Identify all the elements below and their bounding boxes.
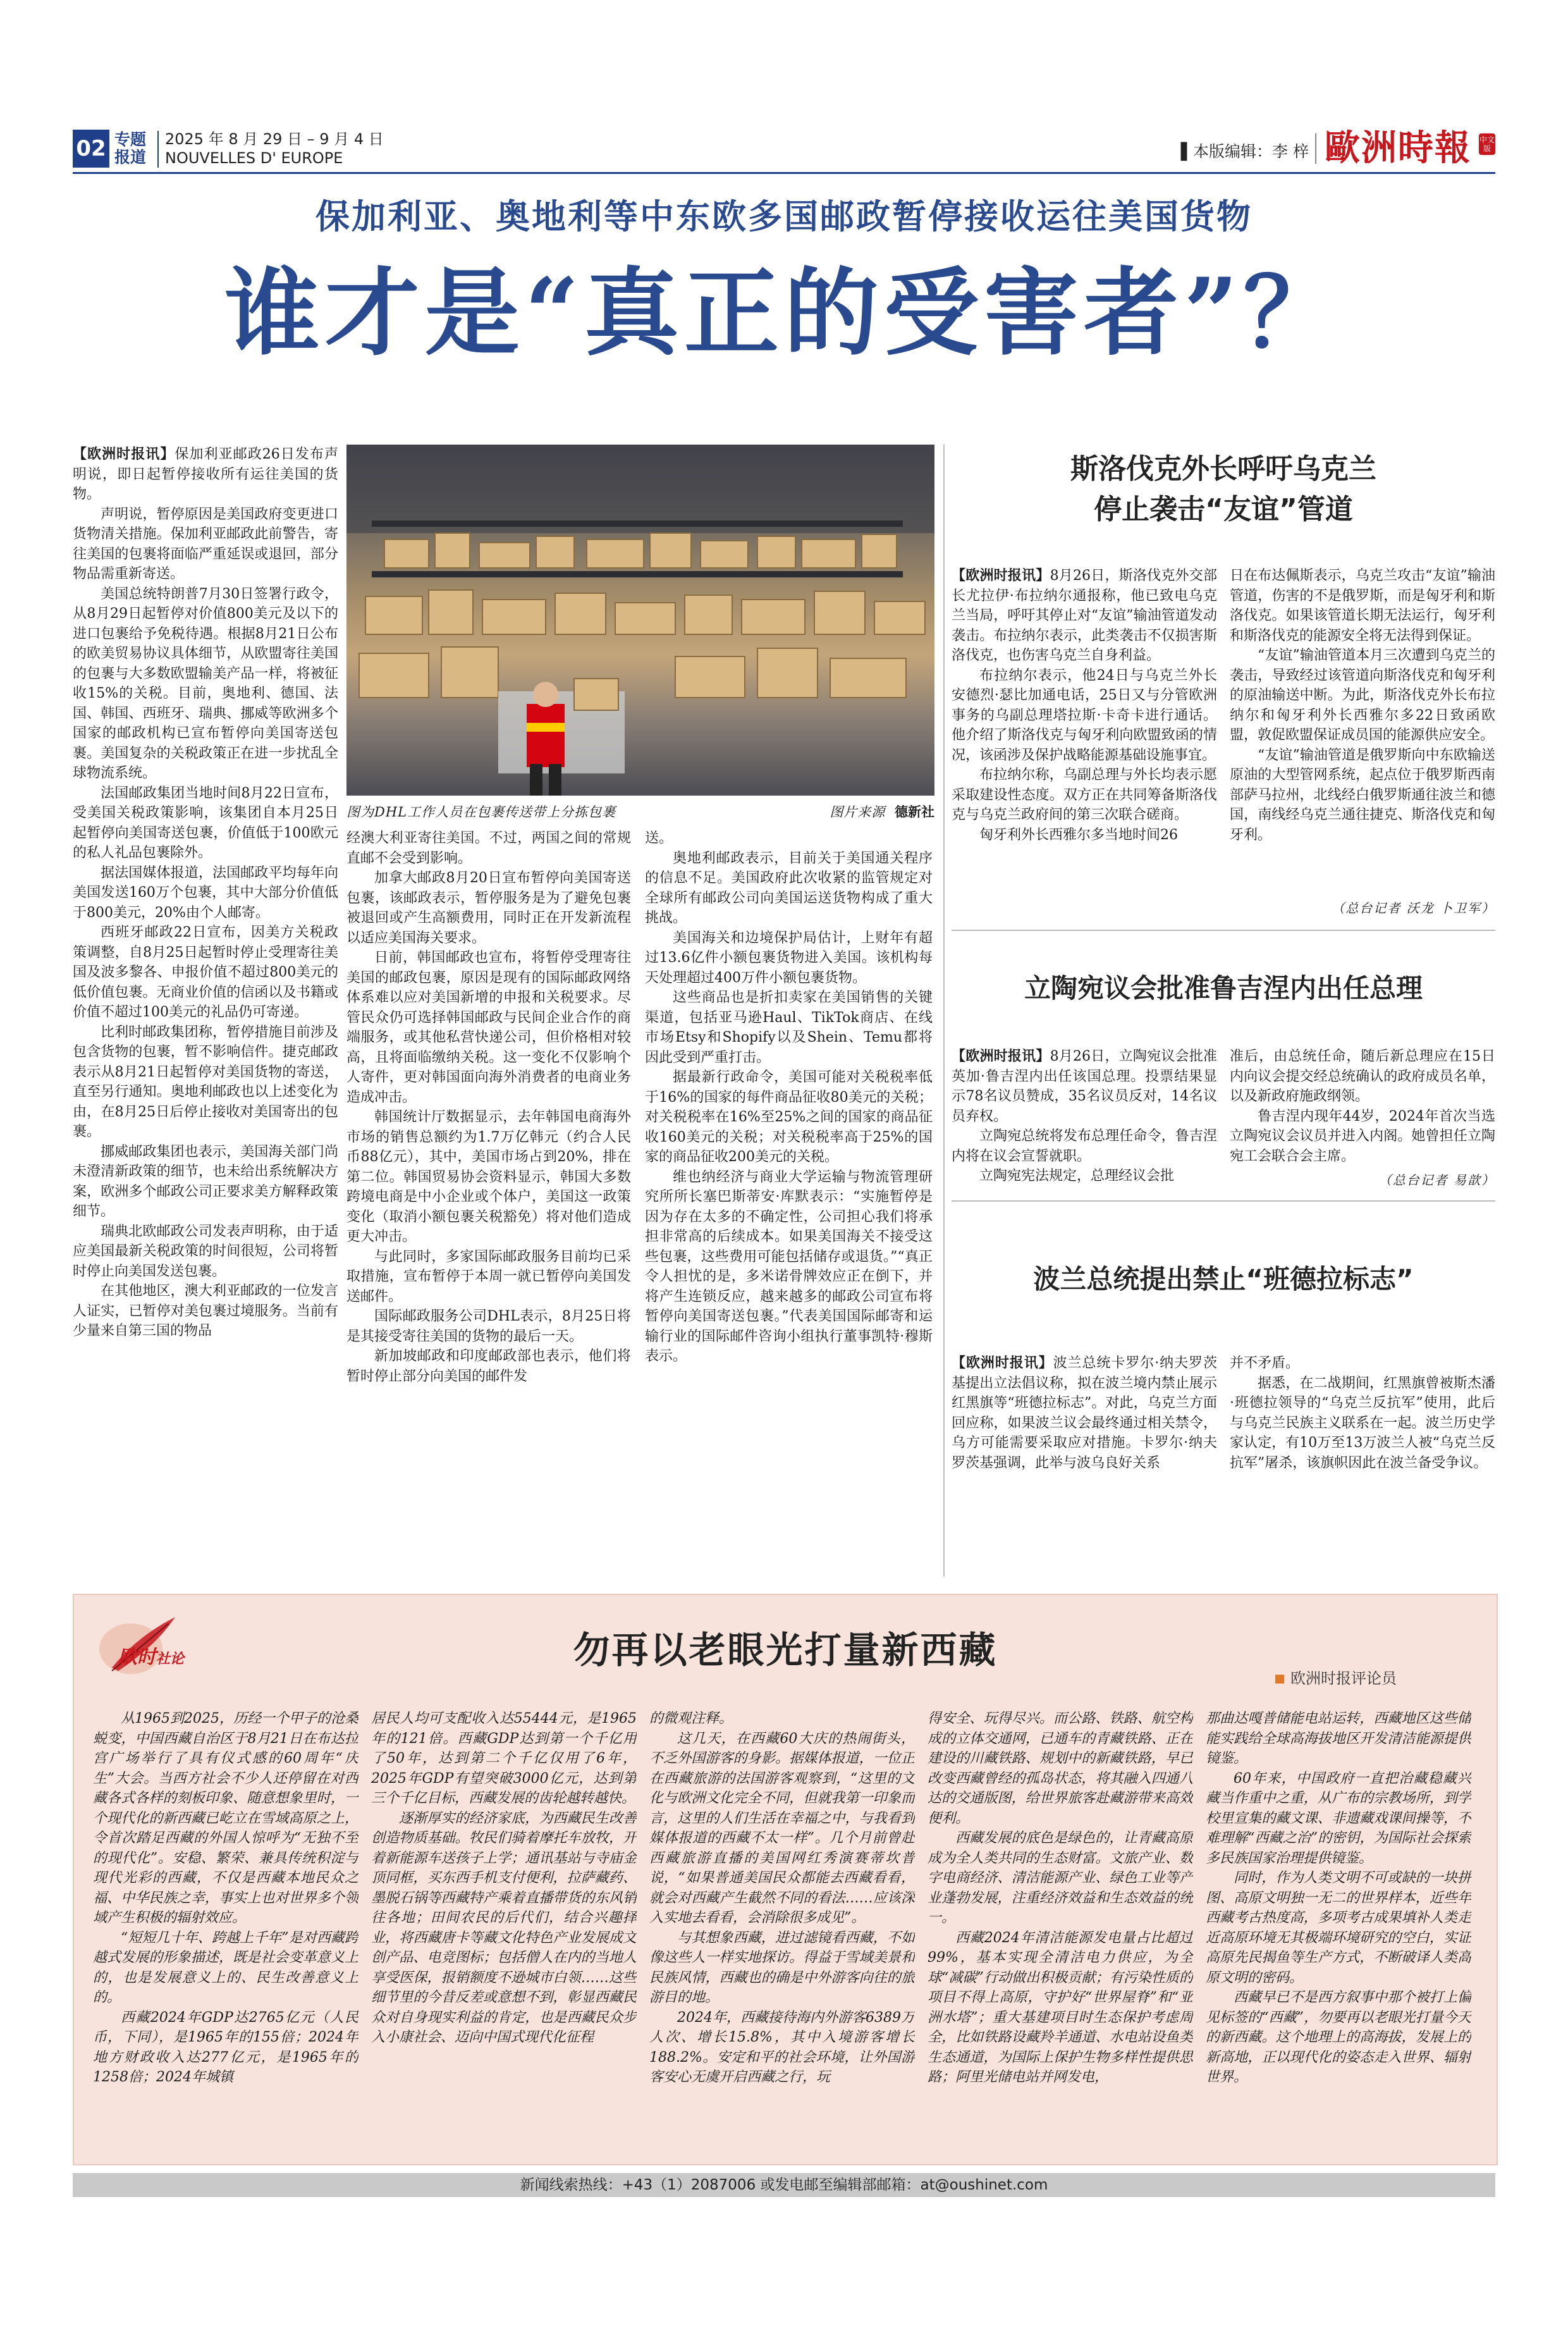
editorial-paragraph: 西藏2024年GDP达2765亿元（人民币，下同），是1965年的155倍；2024年地方财政收入达277亿元，是1965年的1258倍；2024年城镇 <box>93 2009 358 2085</box>
lead-paragraph: 法国邮政集团当地时间8月22日宣布，受美国关税政策影响，该集团自本月25日起暂停向美国寄送包裹，价值低于100欧元的私人礼品包裹除外。 <box>73 785 338 861</box>
editorial-paragraph: 的微观注释。 <box>649 1711 733 1727</box>
editorial-paragraph: 与其想象西藏，进过滤镜看西藏，不如像这些人一样实地探访。得益于雪域美景和民族风情，西藏也的确是中外游客向往的旅游目的地。 <box>649 1930 915 2005</box>
lithuania-byline: （总台记者 易歆） <box>1378 1173 1495 1188</box>
lead-paragraph: 【欧洲时报讯】保加利亚邮政26日发布声明说，即日起暂停接收所有运往美国的货物。 <box>73 446 338 502</box>
lead-paragraph: 送。 <box>645 830 673 846</box>
editorial-col-5 <box>1206 1709 1471 2145</box>
editorial-col-2 <box>371 1709 637 2145</box>
lead-paragraph: 这些商品也是折扣卖家在美国销售的关键渠道，包括亚马逊Haul、TikTok商店、在线市场Etsy和Shopify以及Shein、Temu都将因此受到严重打击。 <box>645 990 933 1066</box>
lithuania-paragraph: 准后，由总统任命，随后新总理应在15日内向议会提交经总统确认的政府成员名单，以及新政府施政纲领。 <box>1230 1049 1495 1104</box>
dateline-tag: 【欧洲时报讯】 <box>952 1355 1053 1371</box>
header-rule <box>73 172 1495 174</box>
slovakia-paragraph: “友谊”输油管道本月三次遭到乌克兰的袭击，导致经过该管道向斯洛伐克和匈牙利的原油输送中断。为此，斯洛伐克外长布拉纳尔和匈牙利外长西雅尔多22日致函欧盟，敦促欧盟保证成员国的能源供应安全。 <box>1230 648 1495 743</box>
poland-paragraph: 【欧洲时报讯】波兰总统卡罗尔·纳夫罗茨基提出立法倡议称，拟在波兰境内禁止展示红黑旗等“班德拉标志”。对此，乌克兰方面回应称，如果波兰议会最终通过相关禁令，乌方可能需要采取应对措施。卡罗尔·纳夫罗茨基强调，此举与波乌良好关系 <box>952 1355 1217 1471</box>
photo-caption-row <box>346 802 934 822</box>
poland-paragraph: 据悉，在二战期间，红黑旗曾被斯杰潘·班德拉领导的“乌克兰反抗军”使用，此后与乌克兰民族主义联系在一起。波兰历史学家认定，有10万至13万波兰人被“乌克兰反抗军”屠杀，该旗帜因此在波兰备受争议。 <box>1230 1375 1495 1471</box>
lithuania-col-2 <box>1230 1047 1495 1167</box>
lithuania-headline: 立陶宛议会批准鲁吉涅内出任总理 <box>1024 973 1423 1004</box>
editorial-col-4 <box>928 1709 1193 2145</box>
lead-paragraph: 经澳大利亚寄往美国。不过，两国之间的常规直邮不会受到影响。 <box>346 830 631 866</box>
header-divider-right <box>1315 133 1316 164</box>
editor-credit: ▌本版编辑：李 梓 <box>1180 142 1309 161</box>
section-label-line2: 报道 <box>114 148 147 166</box>
slovakia-paragraph: 日在布达佩斯表示，乌克兰攻击“友谊”输油管道，伤害的不是俄罗斯，而是匈牙利和斯洛伐克。如果该管道长期无法运行，匈牙利和斯洛伐克的能源安全将无法得到保证。 <box>1230 568 1495 644</box>
editorial-paragraph: 这几天，在西藏60大庆的热闹街头，不乏外国游客的身影。据媒体报道，一位正在西藏旅游的法国游客观察到，“这里的文化与欧洲文化完全不同，但就我第一印象而言，这里的人们生活在幸福之中，与我看到媒体报道的西藏不太一样”。几个月前曾赴西藏旅游直播的美国网红秀演赛蒂坎普说，“如果普通美国民众都能去西藏看看，就会对西藏产生截然不同的看法……应该深入实地去看看，会消除很多成见”。 <box>649 1730 915 1926</box>
lead-paragraph: 比利时邮政集团称，暂停措施目前涉及包含货物的包裹，暂不影响信件。捷克邮政表示从8月21日起暂停对美国货物的寄送，直至另行通知。奥地利邮政也以上述变化为由，在8月25日后停止接收对美国寄出的包裹。 <box>73 1024 338 1140</box>
poland-col-1 <box>952 1353 1217 1572</box>
lead-paragraph: 美国海关和边境保护局估计，上财年有超过13.6亿件小额包裹货物进入美国。该机构每天处理超过400万件小额包裹货物。 <box>645 930 933 986</box>
editorial-paragraph: 逐渐厚实的经济家底，为西藏民生改善创造物质基础。牧民们骑着摩托车放牧，开着新能源车送孩子上学；通讯基站与寺庙金顶同框，买东西手机支付便利，拉萨藏药、墨脱石锅等西藏特产乘着直播带货的东风销往各地；田间农民的后代们，结合兴趣择业，将西藏唐卡等藏文化特色产业发展成文创产品、电竞图标；包括僧人在内的当地人享受医保，报销额度不逊城市白领……这些细节里的今昔反差或意想不到，彰显西藏民众对自身现实利益的肯定，也是西藏民众步入小康社会、迈向中国式现代化征程 <box>371 1810 637 2045</box>
header-date <box>165 130 384 168</box>
slovakia-paragraph: “友谊”输油管道是俄罗斯向中东欧输送原油的大型管网系统，起点位于俄罗斯西南部萨马拉州，北线经白俄罗斯通往波兰和德国，南线经乌克兰通往捷克、斯洛伐克和匈牙利。 <box>1230 747 1495 843</box>
lead-paragraph: 在其他地区，澳大利亚邮政的一位发言人证实，已暂停对美包裹过境服务。当前有少量来自第三国的物品 <box>73 1283 338 1339</box>
slovakia-paragraph: 匈牙利外长西雅尔多当地时间26 <box>979 827 1178 843</box>
lithuania-paragraph: 鲁吉涅内现年44岁，2024年首次当选立陶宛议会议员并进入内阁。她曾担任立陶宛工会联合会主席。 <box>1230 1108 1495 1164</box>
editorial-paragraph: 那曲达嘎普储能电站运转，西藏地区这些储能实践给全球高海拔地区开发清洁能源提供镜鉴。 <box>1206 1711 1471 1766</box>
column-divider <box>943 445 945 1577</box>
lead-paragraph: 瑞典北欧邮政公司发表声明称，由于适应美国最新关税政策的时间很短，公司将暂时停止向美国发送包裹。 <box>73 1223 338 1279</box>
header-divider <box>157 131 159 168</box>
lead-paragraph: 国际邮政服务公司DHL表示，8月25日将是其接受寄往美国的货物的最后一天。 <box>346 1309 631 1345</box>
editorial-paragraph: 西藏2024年清洁能源发电量占比超过99%，基本实现全清洁电力供应，为全球“减碳”行动做出积极贡献；有污染性质的项目不得上高原，守护好“世界屋脊”和“亚洲水塔”；重大基建项目时生态保护考虑周全，比如铁路设藏羚羊通道、水电站设鱼类生态通道，为国际上保护生物多样性提供思路；阿里光储电站并网发电， <box>928 1930 1193 2085</box>
poland-col-2 <box>1230 1353 1495 1572</box>
dateline-tag: 【欧洲时报讯】 <box>952 1048 1050 1064</box>
story-divider <box>952 1200 1495 1202</box>
editorial-paragraph: 西藏早已不是西方叙事中那个被打上偏见标签的“西藏”，勿要再以老眼光打量今天的新西藏。这个地理上的高海拔，发展上的新高地，正以现代化的姿态走入世界、辐射世界。 <box>1206 1990 1471 2085</box>
lithuania-paragraph: 立陶宛总统将发布总理任命令，鲁吉涅内将在议会宣誓就职。 <box>952 1128 1217 1164</box>
slovakia-headline-line2: 停止袭击“友谊”管道 <box>1094 493 1353 526</box>
lead-col-2 <box>346 828 631 1572</box>
photo-caption: 图为DHL工作人员在包裹传送带上分拣包裹 <box>346 804 616 820</box>
slovakia-headline-line1: 斯洛伐克外长呼吁乌克兰 <box>1070 453 1376 485</box>
logo-badge: 中文版 <box>1479 133 1495 155</box>
date-range: 2025 年 8 月 29 日 – 9 月 4 日 <box>165 130 384 148</box>
lithuania-paragraph: 立陶宛宪法规定，总理经议会批 <box>979 1168 1175 1184</box>
editorial-box <box>73 1594 1498 2165</box>
lead-paragraph: 与此同时，多家国际邮政服务目前均已采取措施，宣布暂停于本周一就已暂停向美国发送邮件。 <box>346 1248 631 1305</box>
photo-credit <box>830 802 934 821</box>
editorial-paragraph: 2024年，西藏接待海内外游客6389万人次、增长15.8%，其中入境游客增长188.2%。安定和平的社会环境，让外国游客安心无虞开启西藏之行，玩 <box>649 2009 915 2085</box>
editorial-byline-text: 欧洲时报评论员 <box>1290 1670 1397 1687</box>
lead-paragraph: 奥地利邮政表示，目前关于美国通关程序的信息不足。美国政府此次收紧的监管规定对全球所有邮政公司向美国运送货物构成了重大挑战。 <box>645 850 933 926</box>
dateline-tag: 【欧洲时报讯】 <box>952 567 1050 584</box>
editorial-paragraph: 同时，作为人类文明不可或缺的一块拼图、高原文明独一无二的世界样本，近些年西藏考古热度高，多项考古成果填补人类走近高原环境无其极端环境研究的空白，实证高原先民揭鱼等生产方式，不断破译人类高原文明的密码。 <box>1206 1870 1471 1986</box>
photo-credit-label: 图片来源 <box>830 804 886 820</box>
editorial-byline <box>1275 1666 1478 1688</box>
editorial-paragraph: 得安全、玩得尽兴。而公路、铁路、航空构成的立体交通网，已通车的青藏铁路、正在建设的川藏铁路、规划中的新藏铁路，早已改变西藏曾经的孤岛状态，将其融入四通八达的交通版图，给世界旅客赴藏游带来高效便利。 <box>928 1711 1193 1826</box>
slovakia-col-2 <box>1230 566 1495 898</box>
dateline-tag: 【欧洲时报讯】 <box>73 446 175 462</box>
newspaper-logo <box>1325 126 1495 170</box>
slovakia-byline: （总台记者 沃龙 卜卫军） <box>1332 901 1495 916</box>
slovakia-paragraph: 布拉纳尔称，乌副总理与外长均表示愿采取建设性态度。双方正在共同筹备斯洛伐克与乌克兰政府间的第三次联合磋商。 <box>952 767 1217 823</box>
story-divider <box>952 930 1495 931</box>
lithuania-paragraph: 【欧洲时报讯】8月26日，立陶宛议会批准英加·鲁吉涅内出任该国总理。投票结果显示78名议员赞成，35名议员反对，14名议员弃权。 <box>952 1048 1217 1124</box>
lithuania-col-1 <box>952 1047 1217 1192</box>
byline-marker-icon <box>1275 1675 1284 1684</box>
slovakia-col-1 <box>952 566 1217 920</box>
editorial-paragraph: 居民人均可支配收入达55444元，是1965年的121倍。西藏GDP达到第一个千亿用了50年，达到第二个千亿仅用了6年，2025年GDP有望突破3000亿元，达到第三个千亿目标，西藏发展的齿轮越转越快。 <box>371 1711 637 1806</box>
photo-credit-source: 德新社 <box>895 804 934 820</box>
page-header <box>73 127 1495 174</box>
footer-bar: 新闻线索热线：+43（1）2087006 或发电邮至编辑部邮箱：at@oushinet.com <box>73 2173 1495 2197</box>
warehouse-illustration <box>346 445 934 796</box>
lead-paragraph: 西班牙邮政22日宣布，因美方关税政策调整，自8月25日起暂时停止受理寄往美国及波多黎各、申报价值不超过800美元的低价值包裹。无商业价值的信函以及书籍或价值不超过100美元的礼品仍可寄递。 <box>73 925 338 1020</box>
lead-paragraph: 新加坡邮政和印度邮政部也表示，他们将暂时停止部分向美国的邮件发 <box>346 1348 631 1384</box>
lead-paragraph: 韩国统计厅数据显示，去年韩国电商海外市场的销售总额约为1.7万亿韩元（约合人民币88亿元），其中，美国市场占到20%，排在第二位。韩国贸易协会资料显示，韩国大多数跨境电商是中小企业或个体户，美国这一政策变化（取消小额包裹关税豁免）将对他们造成更大冲击。 <box>346 1109 631 1245</box>
lead-col-1 <box>73 445 338 1570</box>
editorial-headline: 勿再以老眼光打量新西藏 <box>573 1629 998 1672</box>
slovakia-paragraph: 【欧洲时报讯】8月26日，斯洛伐克外交部长尤拉伊·布拉纳尔通报称，他已致电乌克兰当局，呼吁其停止对“友谊”输油管道发动袭击。布拉纳尔表示，此类袭击不仅损害斯洛伐克，也伤害乌克兰自身利益。 <box>952 567 1217 663</box>
column-name-part1: 欧时 <box>118 1646 156 1668</box>
editorial-column-name <box>118 1641 184 1669</box>
poland-headline: 波兰总统提出禁止“班德拉标志” <box>1033 1264 1414 1295</box>
logo-text: 歐洲時報 <box>1325 127 1471 169</box>
lead-paragraph: 美国总统特朗普7月30日签署行政令，从8月29日起暂停对价值800美元及以下的进口包裹给予免税待遇。根据8月21日公布的欧美贸易协议具体细节，从欧盟寄往美国的包裹与大多数欧盟输美产品一样，将被征收15%的关税。目前，奥地利、德国、法国、韩国、西班牙、瑞典、挪威等欧洲多个国家的邮政机构已宣布暂停向美国寄送包裹。美国复杂的关税政策正在进一步扰乱全球物流系统。 <box>73 586 338 781</box>
lead-photo <box>346 445 934 796</box>
section-label-line1: 专题 <box>114 130 147 149</box>
lead-paragraph: 日前，韩国邮政也宣布，将暂停受理寄往美国的邮政包裹，原因是现有的国际邮政网络体系难以应对美国新增的申报和关税要求。尽管民众仍可选择韩国邮政与民间企业合作的商端服务，或其他私营快递公司，但价格相对较高，且将面临缴纳关税。这一变化不仅影响个人寄件，更对韩国面向海外消费者的电商业务造成冲击。 <box>346 950 631 1105</box>
lead-paragraph: 据法国媒体报道，法国邮政平均每年向美国发送160万个包裹，其中大部分价值低于800美元，20%由个人邮寄。 <box>73 865 338 921</box>
lead-paragraph: 加拿大邮政8月20日宣布暂停向美国寄送包裹，该邮政表示，暂停服务是为了避免包裹被退回或产生高额费用，同时正在开发新流程以适应美国海关要求。 <box>346 870 631 946</box>
slovakia-paragraph: 布拉纳尔表示，他24日与乌克兰外长安德烈·瑟比加通电话，25日又与分管欧洲事务的乌副总理塔拉斯·卡奇卡进行通话。他介绍了斯洛伐克与匈牙利向欧盟致函的情况，该函涉及保护战略能源基础设施事宜。 <box>952 667 1217 763</box>
section-name-en: NOUVELLES D' EUROPE <box>165 149 343 167</box>
column-name-part2: 社论 <box>156 1651 185 1667</box>
editorial-column-logo <box>93 1611 194 1680</box>
editorial-paragraph: 西藏发展的底色是绿色的，让青藏高原成为全人类共同的生态财富。文旅产业、数字电商经济、清洁能源产业、绿色工业等产业蓬勃发展，注重经济效益和生态效益的统一。 <box>928 1830 1193 1926</box>
poland-paragraph: 并不矛盾。 <box>1230 1355 1300 1371</box>
editorial-col-3 <box>649 1709 915 2145</box>
editorial-paragraph: 60年来，中国政府一直把治藏稳藏兴藏当作重中之重，从广布的宗教场所，到学校里宣集的藏文课、非遗藏戏课间操等，不难理解“西藏之治”的密钥，为国际社会探索多民族国家治理提供镜鉴。 <box>1206 1770 1471 1866</box>
section-label <box>114 131 152 166</box>
lead-paragraph: 声明说，暂停原因是美国政府变更进口货物清关措施。保加利亚邮政此前警告，寄往美国的包裹将面临严重延误或退回，部分物品需重新寄送。 <box>73 506 338 582</box>
lead-col-3 <box>645 828 933 1572</box>
page-number: 02 <box>73 130 109 168</box>
lead-kicker: 保加利亚、奥地利等中东欧多国邮政暂停接收运往美国货物 <box>315 197 1253 237</box>
editorial-col-1 <box>93 1709 358 2145</box>
lead-headline: 谁才是“真正的受害者”？ <box>224 257 1344 369</box>
lead-paragraph: 挪威邮政集团也表示，美国海关部门尚未澄清新政策的细节，也未给出系统解决方案，欧洲多个邮政公司正要求美方解释政策细节。 <box>73 1143 338 1219</box>
lead-paragraph: 据最新行政命令，美国可能对关税税率低于16%的国家的每件商品征收80美元的关税；对关税税率在16%至25%之间的国家的商品征收160美元的关税；对关税税率高于25%的国家的商品征收200美元的关税。 <box>645 1069 933 1165</box>
lead-paragraph: 维也纳经济与商业大学运输与物流管理研究所所长塞巴斯蒂安·库默表示：“实施暂停是因为存在太多的不确定性，公司担心我们将承担非常高的后续成本。如果美国海关不接受这些包裹，这些费用可能包括储存或退货。”“真正令人担忧的是，多米诺骨牌效应正在倒下，并将产生连锁反应，越来越多的邮政公司宣布将暂停向美国寄送包裹。”代表美国国际邮寄和运输行业的国际邮件咨询小组执行董事凯特·穆斯表示。 <box>645 1169 933 1364</box>
editorial-paragraph: “短短几十年、跨越上千年”是对西藏跨越式发展的形象描述，既是社会变革意义上的，也是发展意义上的、民生改善意义上的。 <box>93 1930 358 2005</box>
slovakia-headline <box>952 449 1495 530</box>
editorial-paragraph: 从1965到2025，历经一个甲子的沧桑蜕变，中国西藏自治区于8月21日在布达拉宫广场举行了具有仪式感的60周年“庆生”大会。当西方社会不少人还停留在对西藏各式各样的刻板印象、随意想象里时，一个现代化的新西藏已屹立在雪域高原之上，令首次踏足西藏的外国人惊呼为“无独不至的现代化”。安稳、繁荣、兼具传统积淀与现代光彩的西藏，不仅是西藏本地民众之福、中华民族之幸，事实上也对世界多个领域产生积极的辐射效应。 <box>93 1711 358 1926</box>
